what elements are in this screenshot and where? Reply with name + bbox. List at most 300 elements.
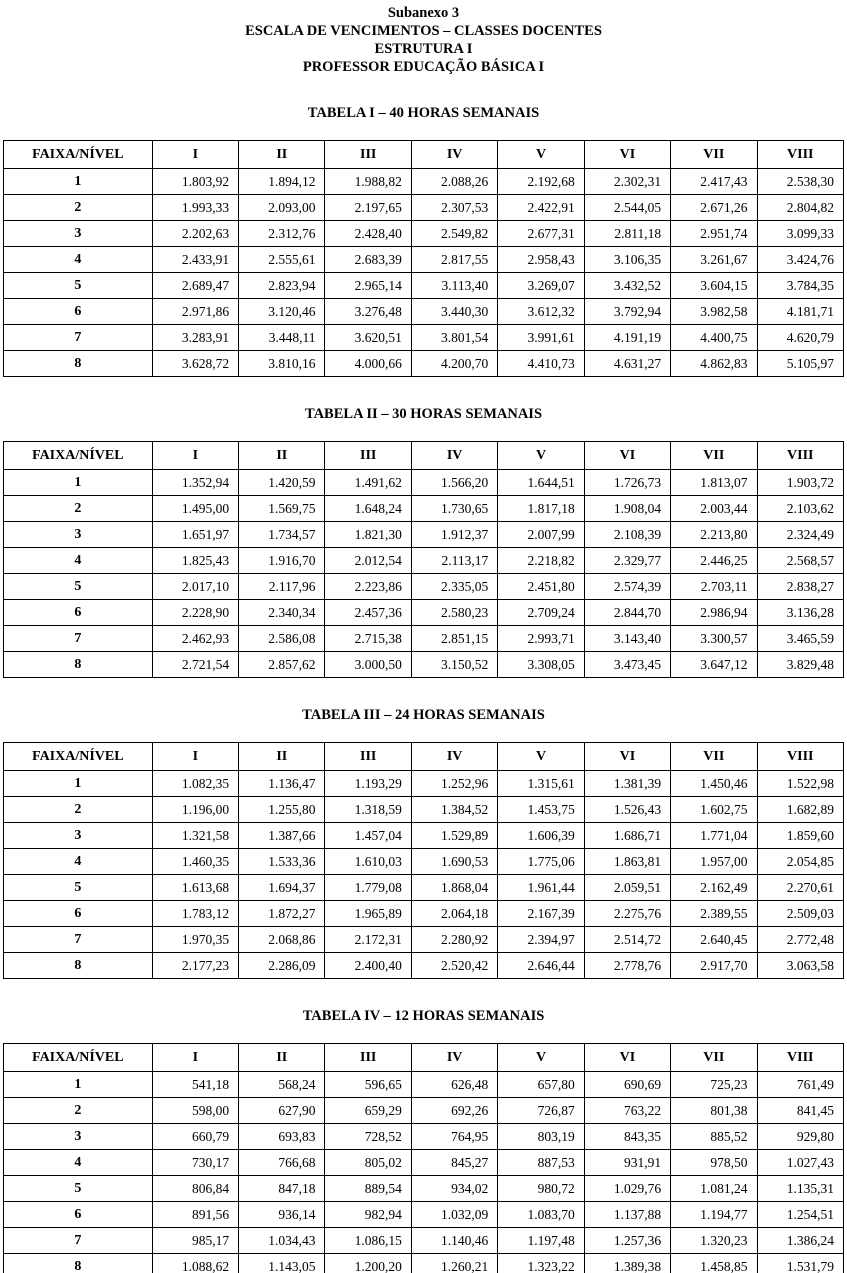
table-row [4, 273, 844, 299]
doc-scale-title-line: ESCALA DE VENCIMENTOS – CLASSES DOCENTES [245, 23, 602, 39]
table-row [4, 875, 844, 901]
value-cell: 4.400,75 [671, 325, 757, 351]
value-cell: 2.986,94 [671, 600, 757, 626]
value-cell: 4.620,79 [757, 325, 843, 351]
row-label: 7 [4, 325, 153, 351]
value-cell: 2.007,99 [498, 522, 584, 548]
value-cell: 1.533,36 [239, 849, 325, 875]
value-cell: 1.783,12 [152, 901, 238, 927]
value-cell: 1.254,51 [757, 1202, 843, 1228]
salary-table-40h [3, 140, 844, 377]
value-cell: 1.686,71 [584, 823, 670, 849]
table-row [4, 1098, 844, 1124]
value-cell: 1.086,15 [325, 1228, 411, 1254]
row-label: 4 [4, 1150, 153, 1176]
value-cell: 2.197,65 [325, 195, 411, 221]
value-cell: 1.315,61 [498, 771, 584, 797]
value-cell: 1.143,05 [239, 1254, 325, 1273]
value-cell: 725,23 [671, 1072, 757, 1098]
value-cell: 1.526,43 [584, 797, 670, 823]
value-cell: 1.734,57 [239, 522, 325, 548]
value-cell: 1.961,44 [498, 875, 584, 901]
value-cell: 3.473,45 [584, 652, 670, 678]
value-cell: 3.628,72 [152, 351, 238, 377]
column-header-2: II [239, 442, 325, 470]
value-cell: 2.302,31 [584, 169, 670, 195]
value-cell: 1.088,62 [152, 1254, 238, 1273]
value-cell: 1.682,89 [757, 797, 843, 823]
value-cell: 1.352,94 [152, 470, 238, 496]
value-cell: 1.894,12 [239, 169, 325, 195]
value-cell: 1.825,43 [152, 548, 238, 574]
value-cell: 2.446,25 [671, 548, 757, 574]
value-cell: 2.838,27 [757, 574, 843, 600]
value-cell: 1.970,35 [152, 927, 238, 953]
value-cell: 627,90 [239, 1098, 325, 1124]
value-cell: 2.857,62 [239, 652, 325, 678]
row-label: 5 [4, 1176, 153, 1202]
value-cell: 1.458,85 [671, 1254, 757, 1273]
value-cell: 3.099,33 [757, 221, 843, 247]
row-label: 3 [4, 221, 153, 247]
table-row [4, 470, 844, 496]
table-row [4, 927, 844, 953]
value-cell: 1.384,52 [411, 797, 497, 823]
value-cell: 2.817,55 [411, 247, 497, 273]
value-cell: 2.677,31 [498, 221, 584, 247]
value-cell: 626,48 [411, 1072, 497, 1098]
value-cell: 1.252,96 [411, 771, 497, 797]
value-cell: 2.520,42 [411, 953, 497, 979]
value-cell: 1.381,39 [584, 771, 670, 797]
value-cell: 660,79 [152, 1124, 238, 1150]
doc-subanexo-line: Subanexo 3 [387, 5, 460, 21]
value-cell: 3.143,40 [584, 626, 670, 652]
value-cell: 1.903,72 [757, 470, 843, 496]
value-cell: 1.460,35 [152, 849, 238, 875]
value-cell: 2.202,63 [152, 221, 238, 247]
value-cell: 2.228,90 [152, 600, 238, 626]
value-cell: 761,49 [757, 1072, 843, 1098]
value-cell: 929,80 [757, 1124, 843, 1150]
table-row [4, 823, 844, 849]
value-cell: 3.784,35 [757, 273, 843, 299]
value-cell: 1.260,21 [411, 1254, 497, 1273]
value-cell: 985,17 [152, 1228, 238, 1254]
value-cell: 2.514,72 [584, 927, 670, 953]
value-cell: 3.000,50 [325, 652, 411, 678]
value-cell: 1.779,08 [325, 875, 411, 901]
value-cell: 3.604,15 [671, 273, 757, 299]
column-header-1: I [152, 141, 238, 169]
value-cell: 1.813,07 [671, 470, 757, 496]
value-cell: 2.117,96 [239, 574, 325, 600]
table-row [4, 1124, 844, 1150]
value-cell: 2.640,45 [671, 927, 757, 953]
value-cell: 2.689,47 [152, 273, 238, 299]
value-cell: 2.683,39 [325, 247, 411, 273]
value-cell: 2.177,23 [152, 953, 238, 979]
value-cell: 2.103,62 [757, 496, 843, 522]
row-label: 4 [4, 849, 153, 875]
table-row [4, 600, 844, 626]
value-cell: 2.286,09 [239, 953, 325, 979]
value-cell: 2.340,34 [239, 600, 325, 626]
value-cell: 2.709,24 [498, 600, 584, 626]
column-header-6: VI [584, 141, 670, 169]
value-cell: 1.200,20 [325, 1254, 411, 1273]
table-section-12h [3, 1007, 844, 1273]
value-cell: 728,52 [325, 1124, 411, 1150]
value-cell: 3.261,67 [671, 247, 757, 273]
value-cell: 1.529,89 [411, 823, 497, 849]
value-cell: 2.113,17 [411, 548, 497, 574]
value-cell: 3.612,32 [498, 299, 584, 325]
value-cell: 2.965,14 [325, 273, 411, 299]
value-cell: 1.389,38 [584, 1254, 670, 1273]
value-cell: 2.394,97 [498, 927, 584, 953]
value-cell: 1.957,00 [671, 849, 757, 875]
column-header-3: III [325, 141, 411, 169]
table-section-24h [3, 706, 844, 979]
table-row [4, 953, 844, 979]
value-cell: 3.276,48 [325, 299, 411, 325]
value-cell: 657,80 [498, 1072, 584, 1098]
value-cell: 1.965,89 [325, 901, 411, 927]
value-cell: 1.821,30 [325, 522, 411, 548]
value-cell: 1.081,24 [671, 1176, 757, 1202]
value-cell: 2.108,39 [584, 522, 670, 548]
value-cell: 2.549,82 [411, 221, 497, 247]
row-label: 8 [4, 351, 153, 377]
column-header-4: IV [411, 1044, 497, 1072]
value-cell: 891,56 [152, 1202, 238, 1228]
value-cell: 2.012,54 [325, 548, 411, 574]
value-cell: 1.522,98 [757, 771, 843, 797]
row-label: 6 [4, 1202, 153, 1228]
value-cell: 1.988,82 [325, 169, 411, 195]
column-header-3: III [325, 442, 411, 470]
value-cell: 2.003,44 [671, 496, 757, 522]
column-header-6: VI [584, 743, 670, 771]
value-cell: 1.032,09 [411, 1202, 497, 1228]
value-cell: 2.223,86 [325, 574, 411, 600]
salary-table-24h [3, 742, 844, 979]
value-cell: 1.613,68 [152, 875, 238, 901]
salary-table-30h [3, 441, 844, 678]
value-cell: 2.721,54 [152, 652, 238, 678]
value-cell: 3.113,40 [411, 273, 497, 299]
value-cell: 1.610,03 [325, 849, 411, 875]
value-cell: 1.730,65 [411, 496, 497, 522]
column-header-4: IV [411, 743, 497, 771]
value-cell: 2.324,49 [757, 522, 843, 548]
column-header-5: V [498, 743, 584, 771]
value-cell: 1.029,76 [584, 1176, 670, 1202]
value-cell: 1.912,37 [411, 522, 497, 548]
header-row [4, 141, 844, 169]
value-cell: 1.993,33 [152, 195, 238, 221]
row-label: 4 [4, 548, 153, 574]
column-header-7: VII [671, 743, 757, 771]
table-row [4, 1072, 844, 1098]
value-cell: 3.150,52 [411, 652, 497, 678]
value-cell: 1.566,20 [411, 470, 497, 496]
value-cell: 730,17 [152, 1150, 238, 1176]
value-cell: 2.951,74 [671, 221, 757, 247]
value-cell: 2.462,93 [152, 626, 238, 652]
table-title-24h: TABELA III – 24 HORAS SEMANAIS [302, 707, 545, 723]
value-cell: 693,83 [239, 1124, 325, 1150]
value-cell: 598,00 [152, 1098, 238, 1124]
value-cell: 1.602,75 [671, 797, 757, 823]
value-cell: 2.580,23 [411, 600, 497, 626]
column-header-7: VII [671, 141, 757, 169]
value-cell: 3.063,58 [757, 953, 843, 979]
value-cell: 1.386,24 [757, 1228, 843, 1254]
value-cell: 2.646,44 [498, 953, 584, 979]
value-cell: 934,02 [411, 1176, 497, 1202]
value-cell: 1.197,48 [498, 1228, 584, 1254]
value-cell: 726,87 [498, 1098, 584, 1124]
table-row [4, 626, 844, 652]
row-label: 7 [4, 1228, 153, 1254]
value-cell: 2.544,05 [584, 195, 670, 221]
value-cell: 763,22 [584, 1098, 670, 1124]
value-cell: 1.817,18 [498, 496, 584, 522]
value-cell: 982,94 [325, 1202, 411, 1228]
table-section-40h [3, 104, 844, 377]
table-row [4, 221, 844, 247]
value-cell: 1.193,29 [325, 771, 411, 797]
value-cell: 2.218,82 [498, 548, 584, 574]
value-cell: 978,50 [671, 1150, 757, 1176]
row-label: 6 [4, 600, 153, 626]
value-cell: 596,65 [325, 1072, 411, 1098]
value-cell: 568,24 [239, 1072, 325, 1098]
row-label: 6 [4, 299, 153, 325]
value-cell: 3.991,61 [498, 325, 584, 351]
value-cell: 2.275,76 [584, 901, 670, 927]
doc-professor-line: PROFESSOR EDUCAÇÃO BÁSICA I [302, 59, 545, 75]
value-cell: 3.106,35 [584, 247, 670, 273]
value-cell: 2.772,48 [757, 927, 843, 953]
column-header-8: VIII [757, 743, 843, 771]
value-cell: 2.778,76 [584, 953, 670, 979]
value-cell: 2.451,80 [498, 574, 584, 600]
value-cell: 847,18 [239, 1176, 325, 1202]
column-header-3: III [325, 743, 411, 771]
faixa-nivel-header: FAIXA/NÍVEL [4, 1044, 153, 1072]
value-cell: 3.283,91 [152, 325, 238, 351]
value-cell: 1.320,23 [671, 1228, 757, 1254]
table-row [4, 574, 844, 600]
value-cell: 1.872,27 [239, 901, 325, 927]
table-row [4, 1176, 844, 1202]
value-cell: 4.410,73 [498, 351, 584, 377]
value-cell: 2.811,18 [584, 221, 670, 247]
value-cell: 2.993,71 [498, 626, 584, 652]
value-cell: 845,27 [411, 1150, 497, 1176]
value-cell: 2.017,10 [152, 574, 238, 600]
value-cell: 2.509,03 [757, 901, 843, 927]
value-cell: 2.270,61 [757, 875, 843, 901]
value-cell: 841,45 [757, 1098, 843, 1124]
table-row [4, 849, 844, 875]
value-cell: 2.162,49 [671, 875, 757, 901]
table-row [4, 901, 844, 927]
table-row [4, 1150, 844, 1176]
column-header-2: II [239, 141, 325, 169]
row-label: 5 [4, 574, 153, 600]
table-row [4, 771, 844, 797]
row-label: 8 [4, 953, 153, 979]
value-cell: 3.801,54 [411, 325, 497, 351]
value-cell: 766,68 [239, 1150, 325, 1176]
header-row [4, 1044, 844, 1072]
value-cell: 1.648,24 [325, 496, 411, 522]
value-cell: 2.329,77 [584, 548, 670, 574]
value-cell: 690,69 [584, 1072, 670, 1098]
value-cell: 1.775,06 [498, 849, 584, 875]
row-label: 6 [4, 901, 153, 927]
column-header-4: IV [411, 141, 497, 169]
value-cell: 3.136,28 [757, 600, 843, 626]
column-header-7: VII [671, 1044, 757, 1072]
row-label: 8 [4, 652, 153, 678]
value-cell: 2.804,82 [757, 195, 843, 221]
value-cell: 2.538,30 [757, 169, 843, 195]
row-label: 3 [4, 1124, 153, 1150]
doc-structure-line: ESTRUTURA I [374, 41, 473, 57]
value-cell: 4.862,83 [671, 351, 757, 377]
value-cell: 843,35 [584, 1124, 670, 1150]
row-label: 3 [4, 522, 153, 548]
value-cell: 764,95 [411, 1124, 497, 1150]
header-row [4, 442, 844, 470]
value-cell: 1.255,80 [239, 797, 325, 823]
value-cell: 2.574,39 [584, 574, 670, 600]
value-cell: 1.196,00 [152, 797, 238, 823]
value-cell: 2.068,86 [239, 927, 325, 953]
column-header-8: VIII [757, 141, 843, 169]
table-row [4, 1254, 844, 1273]
value-cell: 2.671,26 [671, 195, 757, 221]
value-cell: 3.424,76 [757, 247, 843, 273]
row-label: 1 [4, 771, 153, 797]
value-cell: 801,38 [671, 1098, 757, 1124]
value-cell: 3.308,05 [498, 652, 584, 678]
value-cell: 4.181,71 [757, 299, 843, 325]
column-header-2: II [239, 1044, 325, 1072]
value-cell: 2.054,85 [757, 849, 843, 875]
row-label: 2 [4, 1098, 153, 1124]
value-cell: 1.457,04 [325, 823, 411, 849]
column-header-1: I [152, 442, 238, 470]
value-cell: 3.269,07 [498, 273, 584, 299]
value-cell: 1.034,43 [239, 1228, 325, 1254]
value-cell: 887,53 [498, 1150, 584, 1176]
value-cell: 1.651,97 [152, 522, 238, 548]
column-header-8: VIII [757, 1044, 843, 1072]
value-cell: 4.000,66 [325, 351, 411, 377]
faixa-nivel-header: FAIXA/NÍVEL [4, 141, 153, 169]
row-label: 2 [4, 797, 153, 823]
value-cell: 1.257,36 [584, 1228, 670, 1254]
value-cell: 1.027,43 [757, 1150, 843, 1176]
table-row [4, 299, 844, 325]
value-cell: 659,29 [325, 1098, 411, 1124]
table-row [4, 548, 844, 574]
value-cell: 3.440,30 [411, 299, 497, 325]
table-title-12h: TABELA IV – 12 HORAS SEMANAIS [302, 1008, 545, 1024]
column-header-7: VII [671, 442, 757, 470]
value-cell: 2.417,43 [671, 169, 757, 195]
value-cell: 2.064,18 [411, 901, 497, 927]
value-cell: 1.726,73 [584, 470, 670, 496]
value-cell: 2.088,26 [411, 169, 497, 195]
table-title-40h: TABELA I – 40 HORAS SEMANAIS [307, 105, 540, 121]
value-cell: 1.644,51 [498, 470, 584, 496]
column-header-5: V [498, 442, 584, 470]
value-cell: 889,54 [325, 1176, 411, 1202]
value-cell: 2.457,36 [325, 600, 411, 626]
table-row [4, 169, 844, 195]
value-cell: 2.844,70 [584, 600, 670, 626]
value-cell: 2.703,11 [671, 574, 757, 600]
value-cell: 1.083,70 [498, 1202, 584, 1228]
column-header-4: IV [411, 442, 497, 470]
value-cell: 1.450,46 [671, 771, 757, 797]
value-cell: 1.495,00 [152, 496, 238, 522]
value-cell: 2.312,76 [239, 221, 325, 247]
row-label: 7 [4, 927, 153, 953]
value-cell: 1.082,35 [152, 771, 238, 797]
faixa-nivel-header: FAIXA/NÍVEL [4, 743, 153, 771]
value-cell: 1.569,75 [239, 496, 325, 522]
value-cell: 803,19 [498, 1124, 584, 1150]
value-cell: 2.335,05 [411, 574, 497, 600]
table-row [4, 247, 844, 273]
column-header-1: I [152, 743, 238, 771]
value-cell: 2.059,51 [584, 875, 670, 901]
value-cell: 1.318,59 [325, 797, 411, 823]
value-cell: 3.810,16 [239, 351, 325, 377]
value-cell: 2.172,31 [325, 927, 411, 953]
value-cell: 2.422,91 [498, 195, 584, 221]
row-label: 8 [4, 1254, 153, 1273]
row-label: 1 [4, 470, 153, 496]
value-cell: 3.829,48 [757, 652, 843, 678]
value-cell: 4.191,19 [584, 325, 670, 351]
column-header-6: VI [584, 1044, 670, 1072]
value-cell: 931,91 [584, 1150, 670, 1176]
value-cell: 1.859,60 [757, 823, 843, 849]
column-header-6: VI [584, 442, 670, 470]
table-row [4, 652, 844, 678]
value-cell: 2.715,38 [325, 626, 411, 652]
value-cell: 1.916,70 [239, 548, 325, 574]
column-header-8: VIII [757, 442, 843, 470]
table-row [4, 496, 844, 522]
value-cell: 1.453,75 [498, 797, 584, 823]
row-label: 1 [4, 169, 153, 195]
value-cell: 2.213,80 [671, 522, 757, 548]
table-row [4, 351, 844, 377]
value-cell: 1.803,92 [152, 169, 238, 195]
value-cell: 2.958,43 [498, 247, 584, 273]
value-cell: 2.428,40 [325, 221, 411, 247]
